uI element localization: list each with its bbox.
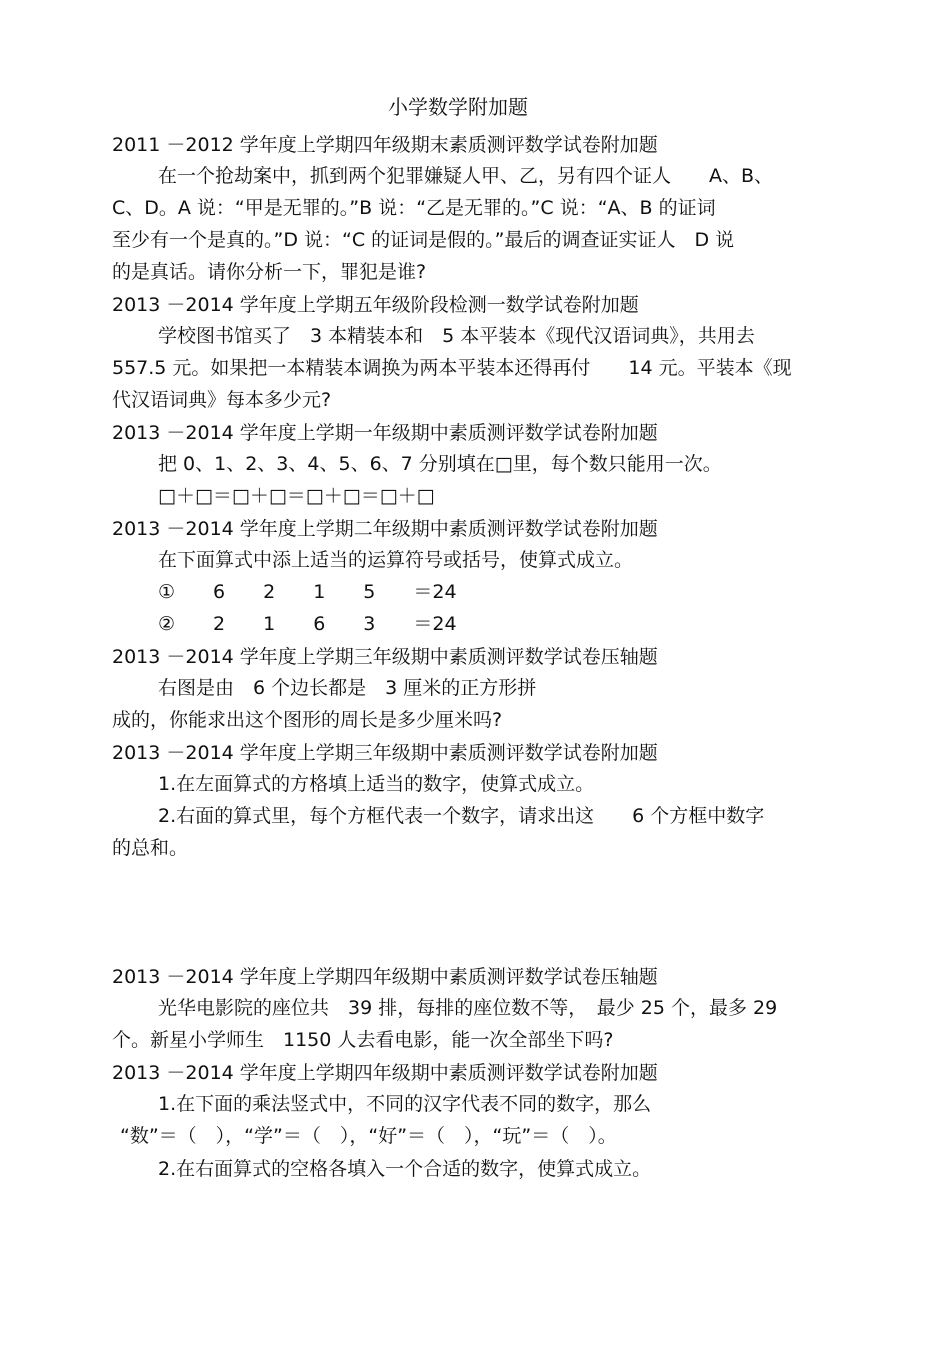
paragraph-line: 1.在左面算式的方格填上适当的数字，使算式成立。 bbox=[158, 773, 595, 795]
paragraph-line: 个。新星小学师生 1150 人去看电影，能一次全部坐下吗? bbox=[112, 1029, 614, 1051]
equation-line: ① 6 2 1 5 ＝24 bbox=[158, 581, 457, 603]
equation-line: ② 2 1 6 3 ＝24 bbox=[158, 613, 457, 635]
section-heading: 2011 －2012 学年度上学期四年级期末素质测评数学试卷附加题 bbox=[112, 134, 658, 156]
section-heading: 2013 －2014 学年度上学期四年级期中素质测评数学试卷附加题 bbox=[112, 1062, 658, 1084]
paragraph-line: 光华电影院的座位共 39 排，每排的座位数不等， 最少 25 个，最多 29 bbox=[158, 997, 778, 1019]
paragraph-line: 把 0、1、2、3、4、5、6、7 分别填在□里，每个数只能用一次。 bbox=[158, 453, 722, 475]
paragraph-line: 成的，你能求出这个图形的周长是多少厘米吗? bbox=[112, 709, 503, 731]
paragraph-line: 的是真话。请你分析一下，罪犯是谁? bbox=[112, 261, 427, 283]
section-heading: 2013 －2014 学年度上学期三年级期中素质测评数学试卷压轴题 bbox=[112, 646, 658, 668]
section-heading: 2013 －2014 学年度上学期一年级期中素质测评数学试卷附加题 bbox=[112, 422, 658, 444]
paragraph-line: 2.在右面算式的空格各填入一个合适的数字，使算式成立。 bbox=[158, 1158, 652, 1180]
paragraph-line: 代汉语词典》每本多少元? bbox=[112, 389, 332, 411]
paragraph-line: “数”＝（ ），“学”＝（ ），“好”＝（ ），“玩”＝（ ）。 bbox=[120, 1125, 617, 1147]
paragraph-line: 的总和。 bbox=[112, 837, 189, 859]
paragraph-line: 557.5 元。如果把一本精装本调换为两本平装本还得再付 14 元。平装本《现 bbox=[112, 357, 792, 379]
paragraph-line: 2.右面的算式里，每个方框代表一个数字，请求出这 6 个方框中数字 bbox=[158, 805, 765, 827]
paragraph-line: C、D。A 说：“甲是无罪的。”B 说：“乙是无罪的。”C 说：“A、B 的证词 bbox=[112, 197, 716, 219]
paragraph-line: 在一个抢劫案中，抓到两个犯罪嫌疑人甲、乙，另有四个证人 A、B、 bbox=[158, 165, 774, 187]
paragraph-line: 右图是由 6 个边长都是 3 厘米的正方形拼 bbox=[158, 677, 537, 699]
section-heading: 2013 －2014 学年度上学期四年级期中素质测评数学试卷压轴题 bbox=[112, 966, 658, 988]
paragraph-line: 学校图书馆买了 3 本精装本和 5 本平装本《现代汉语词典》，共用去 bbox=[158, 325, 755, 347]
paragraph-line: 1.在下面的乘法竖式中，不同的汉字代表不同的数字，那么 bbox=[158, 1093, 652, 1115]
section-heading: 2013 －2014 学年度上学期五年级阶段检测一数学试卷附加题 bbox=[112, 294, 639, 316]
section-heading: 2013 －2014 学年度上学期二年级期中素质测评数学试卷附加题 bbox=[112, 518, 658, 540]
paragraph-line: 在下面算式中添上适当的运算符号或括号，使算式成立。 bbox=[158, 549, 634, 571]
paragraph-line: 至少有一个是真的。”D 说：“C 的证词是假的。”最后的调查证实证人 D 说 bbox=[112, 229, 735, 251]
page-title: 小学数学附加题 bbox=[388, 95, 528, 119]
equation-line: □＋□＝□＋□＝□＋□＝□＋□ bbox=[158, 485, 435, 507]
section-heading: 2013 －2014 学年度上学期三年级期中素质测评数学试卷附加题 bbox=[112, 742, 658, 764]
